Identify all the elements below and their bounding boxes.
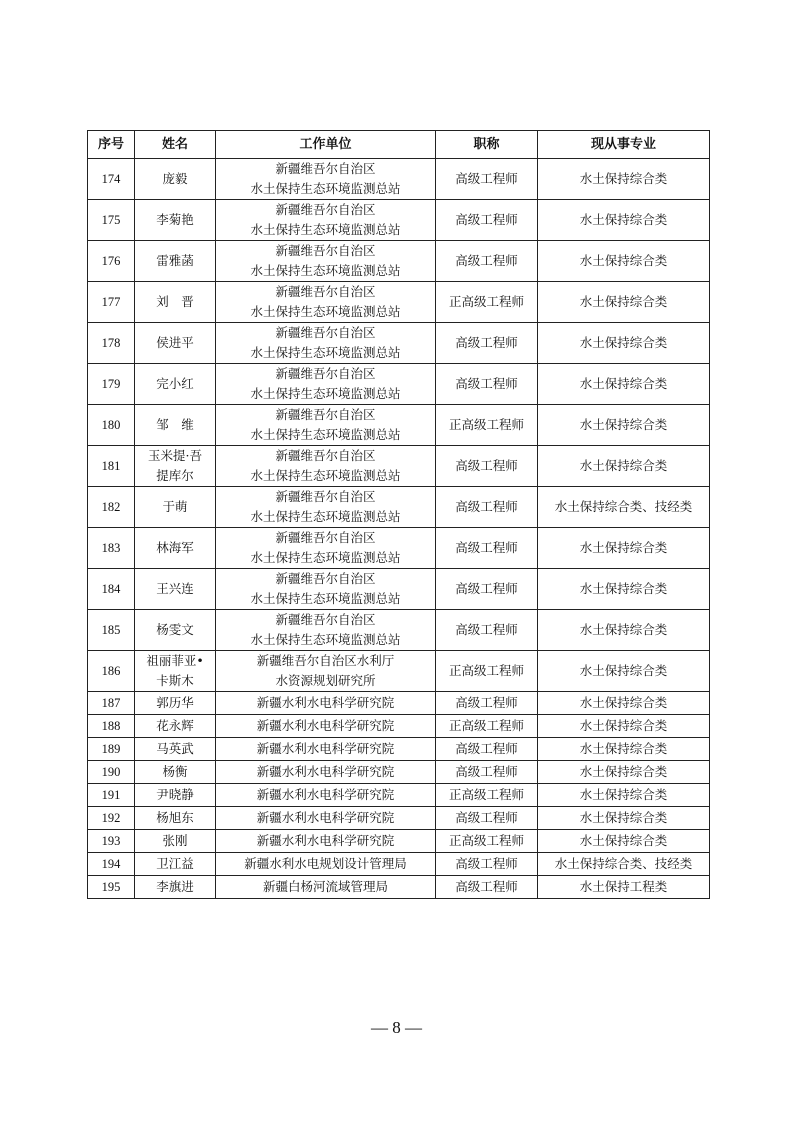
name-line: 提库尔 [156,468,194,483]
job-title-cell: 高级工程师 [436,738,538,761]
job-title-cell: 高级工程师 [436,692,538,715]
specialty-cell: 水土保持综合类 [538,200,710,241]
serial-number-cell: 178 [88,323,135,364]
name-cell [135,446,216,487]
work-unit-cell [216,761,436,784]
header-specialty: 现从事专业 [538,131,710,159]
name-line: 卡斯木 [156,673,194,688]
header-serial-number: 序号 [88,131,135,159]
table-row [88,784,710,807]
work-unit-line: 新疆维吾尔自治区 [275,489,376,504]
specialty-cell: 水土保持综合类 [538,528,710,569]
specialty-cell: 水土保持综合类 [538,692,710,715]
work-unit-line: 新疆维吾尔自治区 [275,161,376,176]
work-unit-cell [216,715,436,738]
job-title-cell: 正高级工程师 [436,784,538,807]
table-row [88,159,710,200]
serial-number-cell: 193 [88,830,135,853]
work-unit-cell [216,807,436,830]
work-unit-cell [216,651,436,692]
job-title-cell: 高级工程师 [436,200,538,241]
work-unit-line: 新疆维吾尔自治区 [275,284,376,299]
table-row [88,569,710,610]
work-unit-line: 新疆维吾尔自治区 [275,612,376,627]
serial-number-cell: 185 [88,610,135,651]
table-row [88,528,710,569]
table-row [88,738,710,761]
name-cell: 张刚 [135,830,216,853]
job-title-cell: 高级工程师 [436,446,538,487]
table-header-row [88,131,710,159]
job-title-cell: 正高级工程师 [436,651,538,692]
serial-number-cell: 186 [88,651,135,692]
name-cell: 李菊艳 [135,200,216,241]
work-unit-line: 新疆水利水电科学研究院 [256,718,395,733]
specialty-cell: 水土保持综合类、技经类 [538,487,710,528]
work-unit-line: 新疆水利水电科学研究院 [256,764,395,779]
header-name: 姓名 [135,131,216,159]
table-row [88,876,710,899]
work-unit-line: 新疆水利水电科学研究院 [256,833,395,848]
header-job-title: 职称 [436,131,538,159]
work-unit-line: 新疆维吾尔自治区 [275,325,376,340]
work-unit-line: 水土保持生态环境监测总站 [250,304,401,319]
work-unit-line: 水土保持生态环境监测总站 [250,263,401,278]
work-unit-line: 新疆水利水电科学研究院 [256,787,395,802]
work-unit-line: 水土保持生态环境监测总站 [250,386,401,401]
name-cell: 花永辉 [135,715,216,738]
name-cell: 雷雅菡 [135,241,216,282]
specialty-cell: 水土保持综合类 [538,405,710,446]
work-unit-line: 水土保持生态环境监测总站 [250,509,401,524]
specialty-cell: 水土保持综合类 [538,830,710,853]
name-cell [135,651,216,692]
name-cell: 林海军 [135,528,216,569]
name-cell: 于萌 [135,487,216,528]
serial-number-cell: 184 [88,569,135,610]
table-row [88,364,710,405]
specialty-cell: 水土保持综合类 [538,761,710,784]
work-unit-cell [216,784,436,807]
job-title-cell: 高级工程师 [436,241,538,282]
table-row [88,405,710,446]
name-cell: 完小红 [135,364,216,405]
table-row [88,692,710,715]
specialty-cell: 水土保持综合类 [538,651,710,692]
work-unit-cell [216,364,436,405]
serial-number-cell: 192 [88,807,135,830]
work-unit-cell [216,876,436,899]
specialty-cell: 水土保持综合类 [538,784,710,807]
serial-number-cell: 189 [88,738,135,761]
work-unit-cell [216,853,436,876]
name-cell: 马英武 [135,738,216,761]
work-unit-cell [216,446,436,487]
work-unit-line: 新疆维吾尔自治区 [275,202,376,217]
work-unit-line: 新疆维吾尔自治区 [275,366,376,381]
work-unit-line: 水资源规划研究所 [275,673,376,688]
table-row [88,241,710,282]
work-unit-line: 新疆维吾尔自治区 [275,243,376,258]
table-row [88,323,710,364]
name-cell: 杨旭东 [135,807,216,830]
table-row [88,807,710,830]
header-work-unit: 工作单位 [216,131,436,159]
name-cell: 刘 晋 [135,282,216,323]
name-cell: 杨雯文 [135,610,216,651]
serial-number-cell: 177 [88,282,135,323]
work-unit-cell [216,610,436,651]
specialty-cell: 水土保持综合类 [538,610,710,651]
serial-number-cell: 190 [88,761,135,784]
name-cell: 侯进平 [135,323,216,364]
job-title-cell: 正高级工程师 [436,282,538,323]
work-unit-cell [216,241,436,282]
job-title-cell: 高级工程师 [436,487,538,528]
work-unit-line: 水土保持生态环境监测总站 [250,591,401,606]
name-cell: 王兴连 [135,569,216,610]
work-unit-cell [216,159,436,200]
specialty-cell: 水土保持综合类 [538,282,710,323]
specialty-cell: 水土保持综合类 [538,323,710,364]
work-unit-line: 新疆水利水电科学研究院 [256,741,395,756]
name-cell: 邹 维 [135,405,216,446]
specialty-cell: 水土保持综合类 [538,738,710,761]
serial-number-cell: 195 [88,876,135,899]
serial-number-cell: 180 [88,405,135,446]
work-unit-cell [216,692,436,715]
work-unit-line: 水土保持生态环境监测总站 [250,345,401,360]
serial-number-cell: 182 [88,487,135,528]
job-title-cell: 高级工程师 [436,364,538,405]
work-unit-cell [216,405,436,446]
work-unit-cell [216,487,436,528]
work-unit-line: 水土保持生态环境监测总站 [250,550,401,565]
serial-number-cell: 174 [88,159,135,200]
work-unit-line: 新疆水利水电规划设计管理局 [244,856,407,871]
table-row [88,853,710,876]
job-title-cell: 高级工程师 [436,610,538,651]
work-unit-cell [216,282,436,323]
specialty-cell: 水土保持综合类 [538,715,710,738]
page-number: — 8 — [371,1018,422,1037]
table-body [88,159,710,899]
job-title-cell: 高级工程师 [436,528,538,569]
job-title-cell: 正高级工程师 [436,830,538,853]
work-unit-cell [216,200,436,241]
job-title-cell: 高级工程师 [436,853,538,876]
serial-number-cell: 194 [88,853,135,876]
table-row [88,610,710,651]
work-unit-line: 水土保持生态环境监测总站 [250,181,401,196]
work-unit-line: 水土保持生态环境监测总站 [250,632,401,647]
work-unit-line: 新疆维吾尔自治区水利厅 [256,653,395,668]
specialty-cell: 水土保持综合类 [538,159,710,200]
specialty-cell: 水土保持综合类 [538,364,710,405]
work-unit-line: 新疆维吾尔自治区 [275,530,376,545]
work-unit-cell [216,323,436,364]
specialty-cell: 水土保持综合类 [538,446,710,487]
serial-number-cell: 179 [88,364,135,405]
work-unit-cell [216,528,436,569]
serial-number-cell: 191 [88,784,135,807]
table-row [88,651,710,692]
table-row [88,487,710,528]
serial-number-cell: 183 [88,528,135,569]
name-line: 祖丽菲亚• [146,653,204,668]
specialty-cell: 水土保持综合类、技经类 [538,853,710,876]
serial-number-cell: 176 [88,241,135,282]
specialty-cell: 水土保持综合类 [538,807,710,830]
job-title-cell: 正高级工程师 [436,405,538,446]
job-title-cell: 高级工程师 [436,569,538,610]
table-row [88,200,710,241]
personnel-table [87,130,710,899]
work-unit-line: 新疆维吾尔自治区 [275,571,376,586]
table-row [88,446,710,487]
job-title-cell: 高级工程师 [436,876,538,899]
job-title-cell: 正高级工程师 [436,715,538,738]
table-row [88,761,710,784]
job-title-cell: 高级工程师 [436,807,538,830]
work-unit-line: 水土保持生态环境监测总站 [250,222,401,237]
work-unit-line: 新疆白杨河流域管理局 [262,879,388,894]
serial-number-cell: 187 [88,692,135,715]
specialty-cell: 水土保持综合类 [538,241,710,282]
name-cell: 李旗进 [135,876,216,899]
name-cell: 郭历华 [135,692,216,715]
work-unit-line: 水土保持生态环境监测总站 [250,427,401,442]
serial-number-cell: 188 [88,715,135,738]
work-unit-line: 新疆维吾尔自治区 [275,407,376,422]
job-title-cell: 高级工程师 [436,159,538,200]
name-cell: 杨衡 [135,761,216,784]
name-cell: 尹晓静 [135,784,216,807]
work-unit-cell [216,830,436,853]
work-unit-line: 新疆维吾尔自治区 [275,448,376,463]
name-cell: 卫江益 [135,853,216,876]
work-unit-line: 水土保持生态环境监测总站 [250,468,401,483]
name-cell: 庞毅 [135,159,216,200]
table-row [88,830,710,853]
name-line: 玉米提·吾 [148,448,202,463]
serial-number-cell: 181 [88,446,135,487]
work-unit-cell [216,738,436,761]
specialty-cell: 水土保持综合类 [538,569,710,610]
work-unit-line: 新疆水利水电科学研究院 [256,810,395,825]
table-row [88,282,710,323]
work-unit-line: 新疆水利水电科学研究院 [256,695,395,710]
specialty-cell: 水土保持工程类 [538,876,710,899]
job-title-cell: 高级工程师 [436,761,538,784]
table-row [88,715,710,738]
job-title-cell: 高级工程师 [436,323,538,364]
work-unit-cell [216,569,436,610]
serial-number-cell: 175 [88,200,135,241]
